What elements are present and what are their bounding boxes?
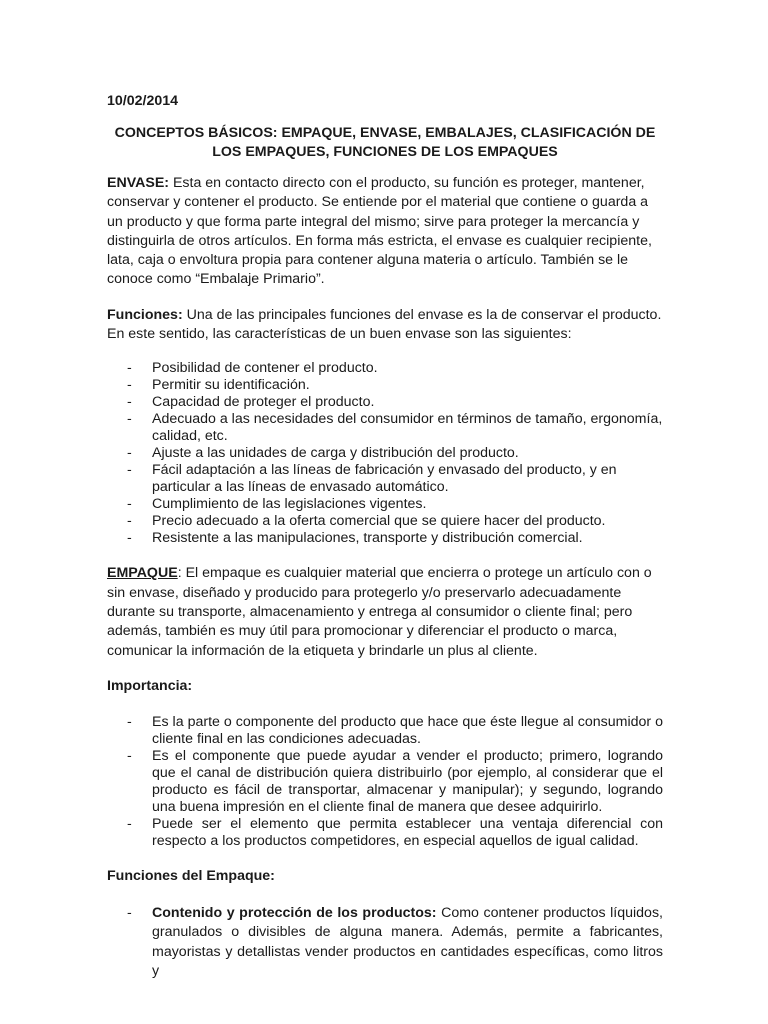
- title-line-1: CONCEPTOS BÁSICOS: EMPAQUE, ENVASE, EMBALAJES, CLASIFICACIÓN DE: [114, 125, 656, 141]
- list-item: - Posibilidad de contener el producto.: [107, 360, 663, 377]
- funciones-text: Una de las principales funciones del envase es la de conservar el producto. En este sentido, las características de un buen envase son las siguientes:: [107, 306, 662, 343]
- empaque-label: [107, 565, 178, 581]
- list-item: - Permitir su identificación.: [107, 377, 663, 394]
- funciones-paragraph: [107, 306, 663, 345]
- list-item: - Resistente a las manipulaciones, transporte y distribución comercial.: [107, 530, 663, 547]
- empaque-paragraph: [107, 564, 663, 660]
- importancia-list: [107, 714, 663, 850]
- list-item: - Cumplimiento de las legislaciones vigentes.: [107, 496, 663, 513]
- importancia-heading: Importancia:: [107, 677, 193, 694]
- envase-text: Esta en contacto directo con el producto, su función es proteger, mantener, conservar y contener el producto. Se entiende por el material que contiene o guarda a un producto y que forma parte integral del mismo; sirve para proteger la mercancía y distinguirla de otros artículos. En forma más estricta, el envase es cualquier recipiente, lata, caja o envoltura propia para contener alguna materia o artículo. También se le conoce como “Embalaje Primario”.: [107, 175, 652, 288]
- empaque-text: : El empaque es cualquier material que encierra o protege un artículo con o sin envase, diseñado y producido para protegerlo y/o preservarlo adecuadamente durante su transporte, almacenamiento y entrega al consumidor o cliente final; pero además, también es muy útil para promocionar y diferenciar el producto o marca, comunicar la información de la etiqueta y brindarle un plus al cliente.: [107, 565, 652, 659]
- list-item: [107, 904, 663, 982]
- list-item: - Ajuste a las unidades de carga y distribución del producto.: [107, 445, 663, 462]
- list-item: - Capacidad de proteger el producto.: [107, 394, 663, 411]
- document-date: 10/02/2014: [107, 93, 179, 109]
- document-page: [107, 92, 663, 999]
- envase-label: ENVASE:: [107, 175, 170, 191]
- list-item: - Precio adecuado a la oferta comercial que se quiere hacer del producto.: [107, 513, 663, 530]
- list-item: - Adecuado a las necesidades del consumidor en términos de tamaño, ergonomía, calidad, etc.: [107, 411, 663, 445]
- funciones-empaque-heading: Funciones del Empaque:: [107, 867, 275, 884]
- list-item: - Es la parte o componente del producto que hace que éste llegue al consumidor o cliente final en las condiciones adecuadas.: [107, 714, 663, 748]
- list-item-label: Contenido y protección de los productos:: [152, 904, 437, 921]
- document-title: [107, 124, 663, 162]
- funciones-empaque-list: [107, 904, 663, 982]
- title-line-2: LOS EMPAQUES, FUNCIONES DE LOS EMPAQUES: [212, 144, 558, 160]
- empaque-label-text: EMPAQUE: [107, 565, 178, 582]
- list-item-text: Como contener productos líquidos, granulados o divisibles de alguna manera. Además, permite a fabricantes, mayoristas y detallistas vender productos en cantidades específicas, como litros y: [152, 904, 663, 980]
- funciones-label: Funciones:: [107, 306, 183, 323]
- funciones-list: [107, 360, 663, 547]
- envase-paragraph: [107, 174, 663, 290]
- list-item: - Es el componente que puede ayudar a vender el producto; primero, logrando que el canal de distribución quiera distribuirlo (por ejemplo, al considerar que el producto es fácil de transportar, almacenar y manipular); y segundo, logrando una buena impresión en el cliente final de manera que desee adquirirlo.: [107, 748, 663, 816]
- list-item: - Puede ser el elemento que permita establecer una ventaja diferencial con respecto a los productos competidores, en especial aquellos de igual calidad.: [107, 816, 663, 850]
- list-item: - Fácil adaptación a las líneas de fabricación y envasado del producto, y en particular a las líneas de envasado automático.: [107, 462, 663, 496]
